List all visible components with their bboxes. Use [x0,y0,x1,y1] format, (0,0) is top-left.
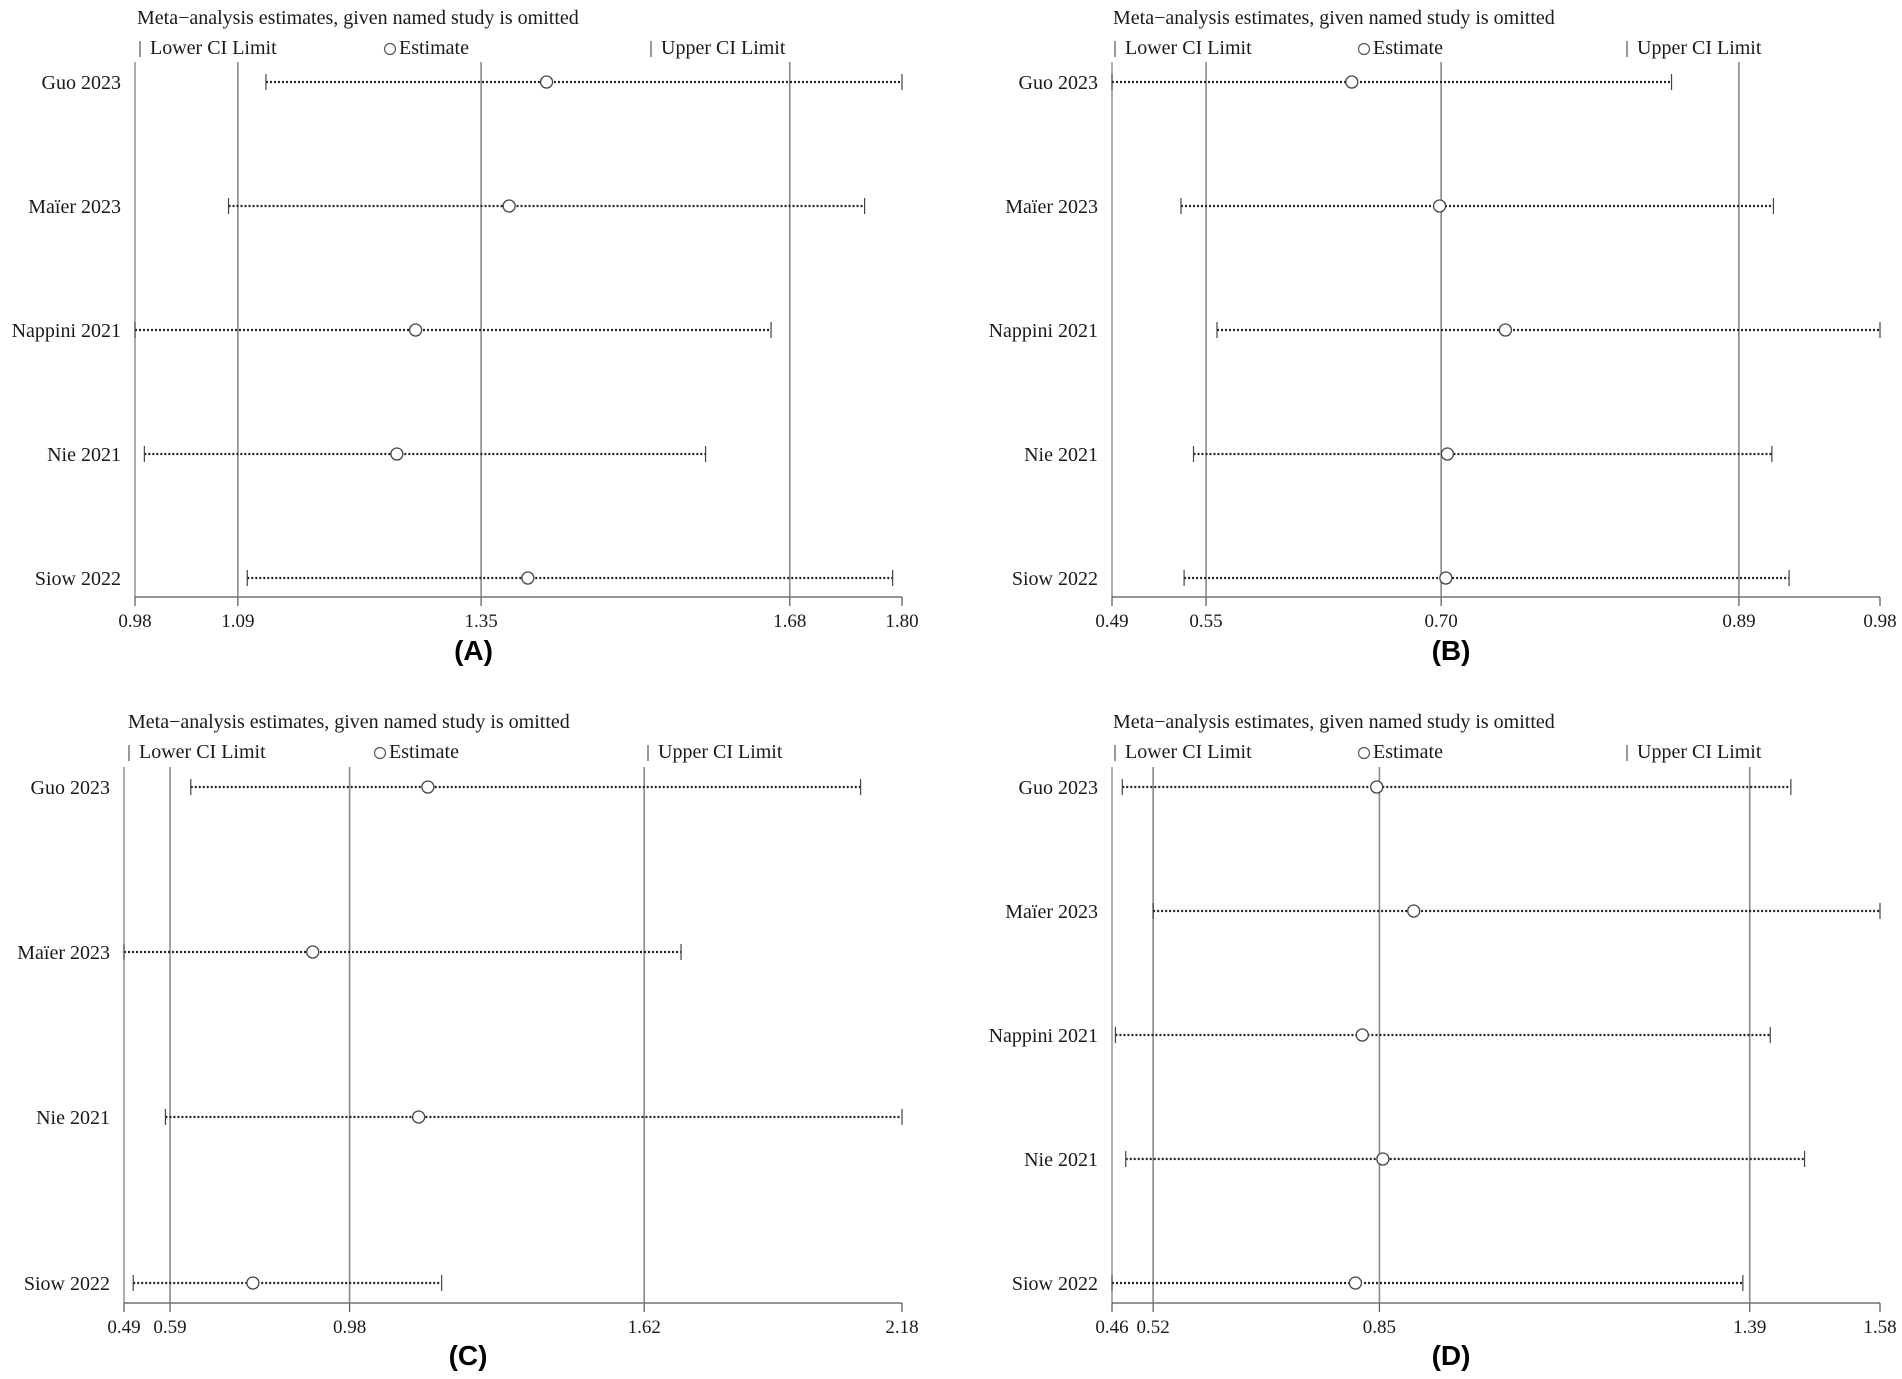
panel-a [12,7,919,666]
panel-d [989,711,1897,1371]
study-label: Siow 2022 [1011,568,1098,590]
study-label: Maïer 2023 [1005,196,1098,218]
x-tick-label: 0.98 [332,1317,367,1338]
study-label: Nie 2021 [36,1107,110,1129]
study-label: Nappini 2021 [11,320,121,342]
legend-estimate-label: Estimate [1373,37,1443,59]
x-tick-label: 0.98 [1863,611,1897,632]
x-tick-label: 0.49 [1095,611,1129,632]
estimate-point [1499,324,1511,336]
study-label: Nappini 2021 [988,1025,1098,1047]
legend-estimate-marker [375,748,386,759]
panel-c [17,711,918,1371]
legend-upper-label: Upper CI Limit [658,741,783,763]
panel-label: (B) [1431,635,1471,666]
x-tick-label: 0.70 [1424,611,1458,632]
panel-label: (C) [448,1340,488,1371]
study-label: Maïer 2023 [1005,901,1098,923]
estimate-point [391,448,403,460]
estimate-point [1349,1277,1361,1289]
estimate-point [307,946,319,958]
estimate-point [1356,1029,1368,1041]
estimate-point [247,1277,259,1289]
estimate-point [1434,200,1446,212]
estimate-point [422,781,434,793]
legend-title: Meta−analysis estimates, given named study is omitted [137,7,579,29]
study-label: Nie 2021 [1024,444,1098,466]
legend-upper-label: Upper CI Limit [1637,37,1762,59]
estimate-point [410,324,422,336]
legend-lower-label: Lower CI Limit [1125,741,1252,763]
x-tick-label: 1.62 [627,1317,661,1338]
legend-estimate-label: Estimate [389,741,459,763]
x-tick-label: 2.18 [885,1317,919,1338]
x-tick-label: 1.58 [1863,1317,1897,1338]
estimate-point [1440,572,1452,584]
estimate-point [1377,1153,1389,1165]
x-tick-label: 0.59 [153,1317,187,1338]
x-tick-label: 1.68 [773,611,807,632]
study-label: Guo 2023 [1018,777,1098,799]
legend-estimate-marker [1359,748,1370,759]
x-tick-label: 0.52 [1136,1317,1170,1338]
legend-lower-label: Lower CI Limit [150,37,277,59]
estimate-point [503,200,515,212]
x-tick-label: 1.39 [1733,1317,1767,1338]
legend-estimate-label: Estimate [399,37,469,59]
x-tick-label: 0.85 [1362,1317,1397,1338]
estimate-point [1346,76,1358,88]
legend-estimate-marker [385,44,396,55]
x-tick-label: 1.35 [464,611,498,632]
legend-estimate-marker [1359,44,1370,55]
study-label: Siow 2022 [1011,1273,1098,1295]
panel-label: (A) [454,635,493,666]
legend-title: Meta−analysis estimates, given named study is omitted [128,711,570,733]
estimate-point [413,1111,425,1123]
legend-lower-label: Lower CI Limit [1125,37,1252,59]
study-label: Nie 2021 [1024,1149,1098,1171]
x-tick-label: 1.09 [221,611,255,632]
legend-title: Meta−analysis estimates, given named study is omitted [1113,711,1555,733]
legend-upper-label: Upper CI Limit [661,37,786,59]
estimate-point [1441,448,1453,460]
study-label: Siow 2022 [34,568,121,590]
study-label: Maïer 2023 [17,942,110,964]
x-tick-label: 0.46 [1095,1317,1129,1338]
panel-b [989,7,1897,666]
study-label: Siow 2022 [23,1273,110,1295]
study-label: Nappini 2021 [988,320,1098,342]
estimate-point [1408,905,1420,917]
x-tick-label: 0.49 [107,1317,141,1338]
x-tick-label: 1.80 [885,611,919,632]
legend-lower-label: Lower CI Limit [139,741,266,763]
panel-label: (D) [1431,1340,1471,1371]
legend-title: Meta−analysis estimates, given named study is omitted [1113,7,1555,29]
x-tick-label: 0.55 [1189,611,1223,632]
x-tick-label: 0.98 [118,611,152,632]
study-label: Maïer 2023 [28,196,121,218]
x-tick-label: 0.89 [1722,611,1756,632]
legend-upper-label: Upper CI Limit [1637,741,1762,763]
estimate-point [522,572,534,584]
legend-estimate-label: Estimate [1373,741,1443,763]
study-label: Guo 2023 [30,777,110,799]
estimate-point [541,76,553,88]
study-label: Nie 2021 [47,444,121,466]
study-label: Guo 2023 [1018,72,1098,94]
estimate-point [1371,781,1383,793]
study-label: Guo 2023 [41,72,121,94]
